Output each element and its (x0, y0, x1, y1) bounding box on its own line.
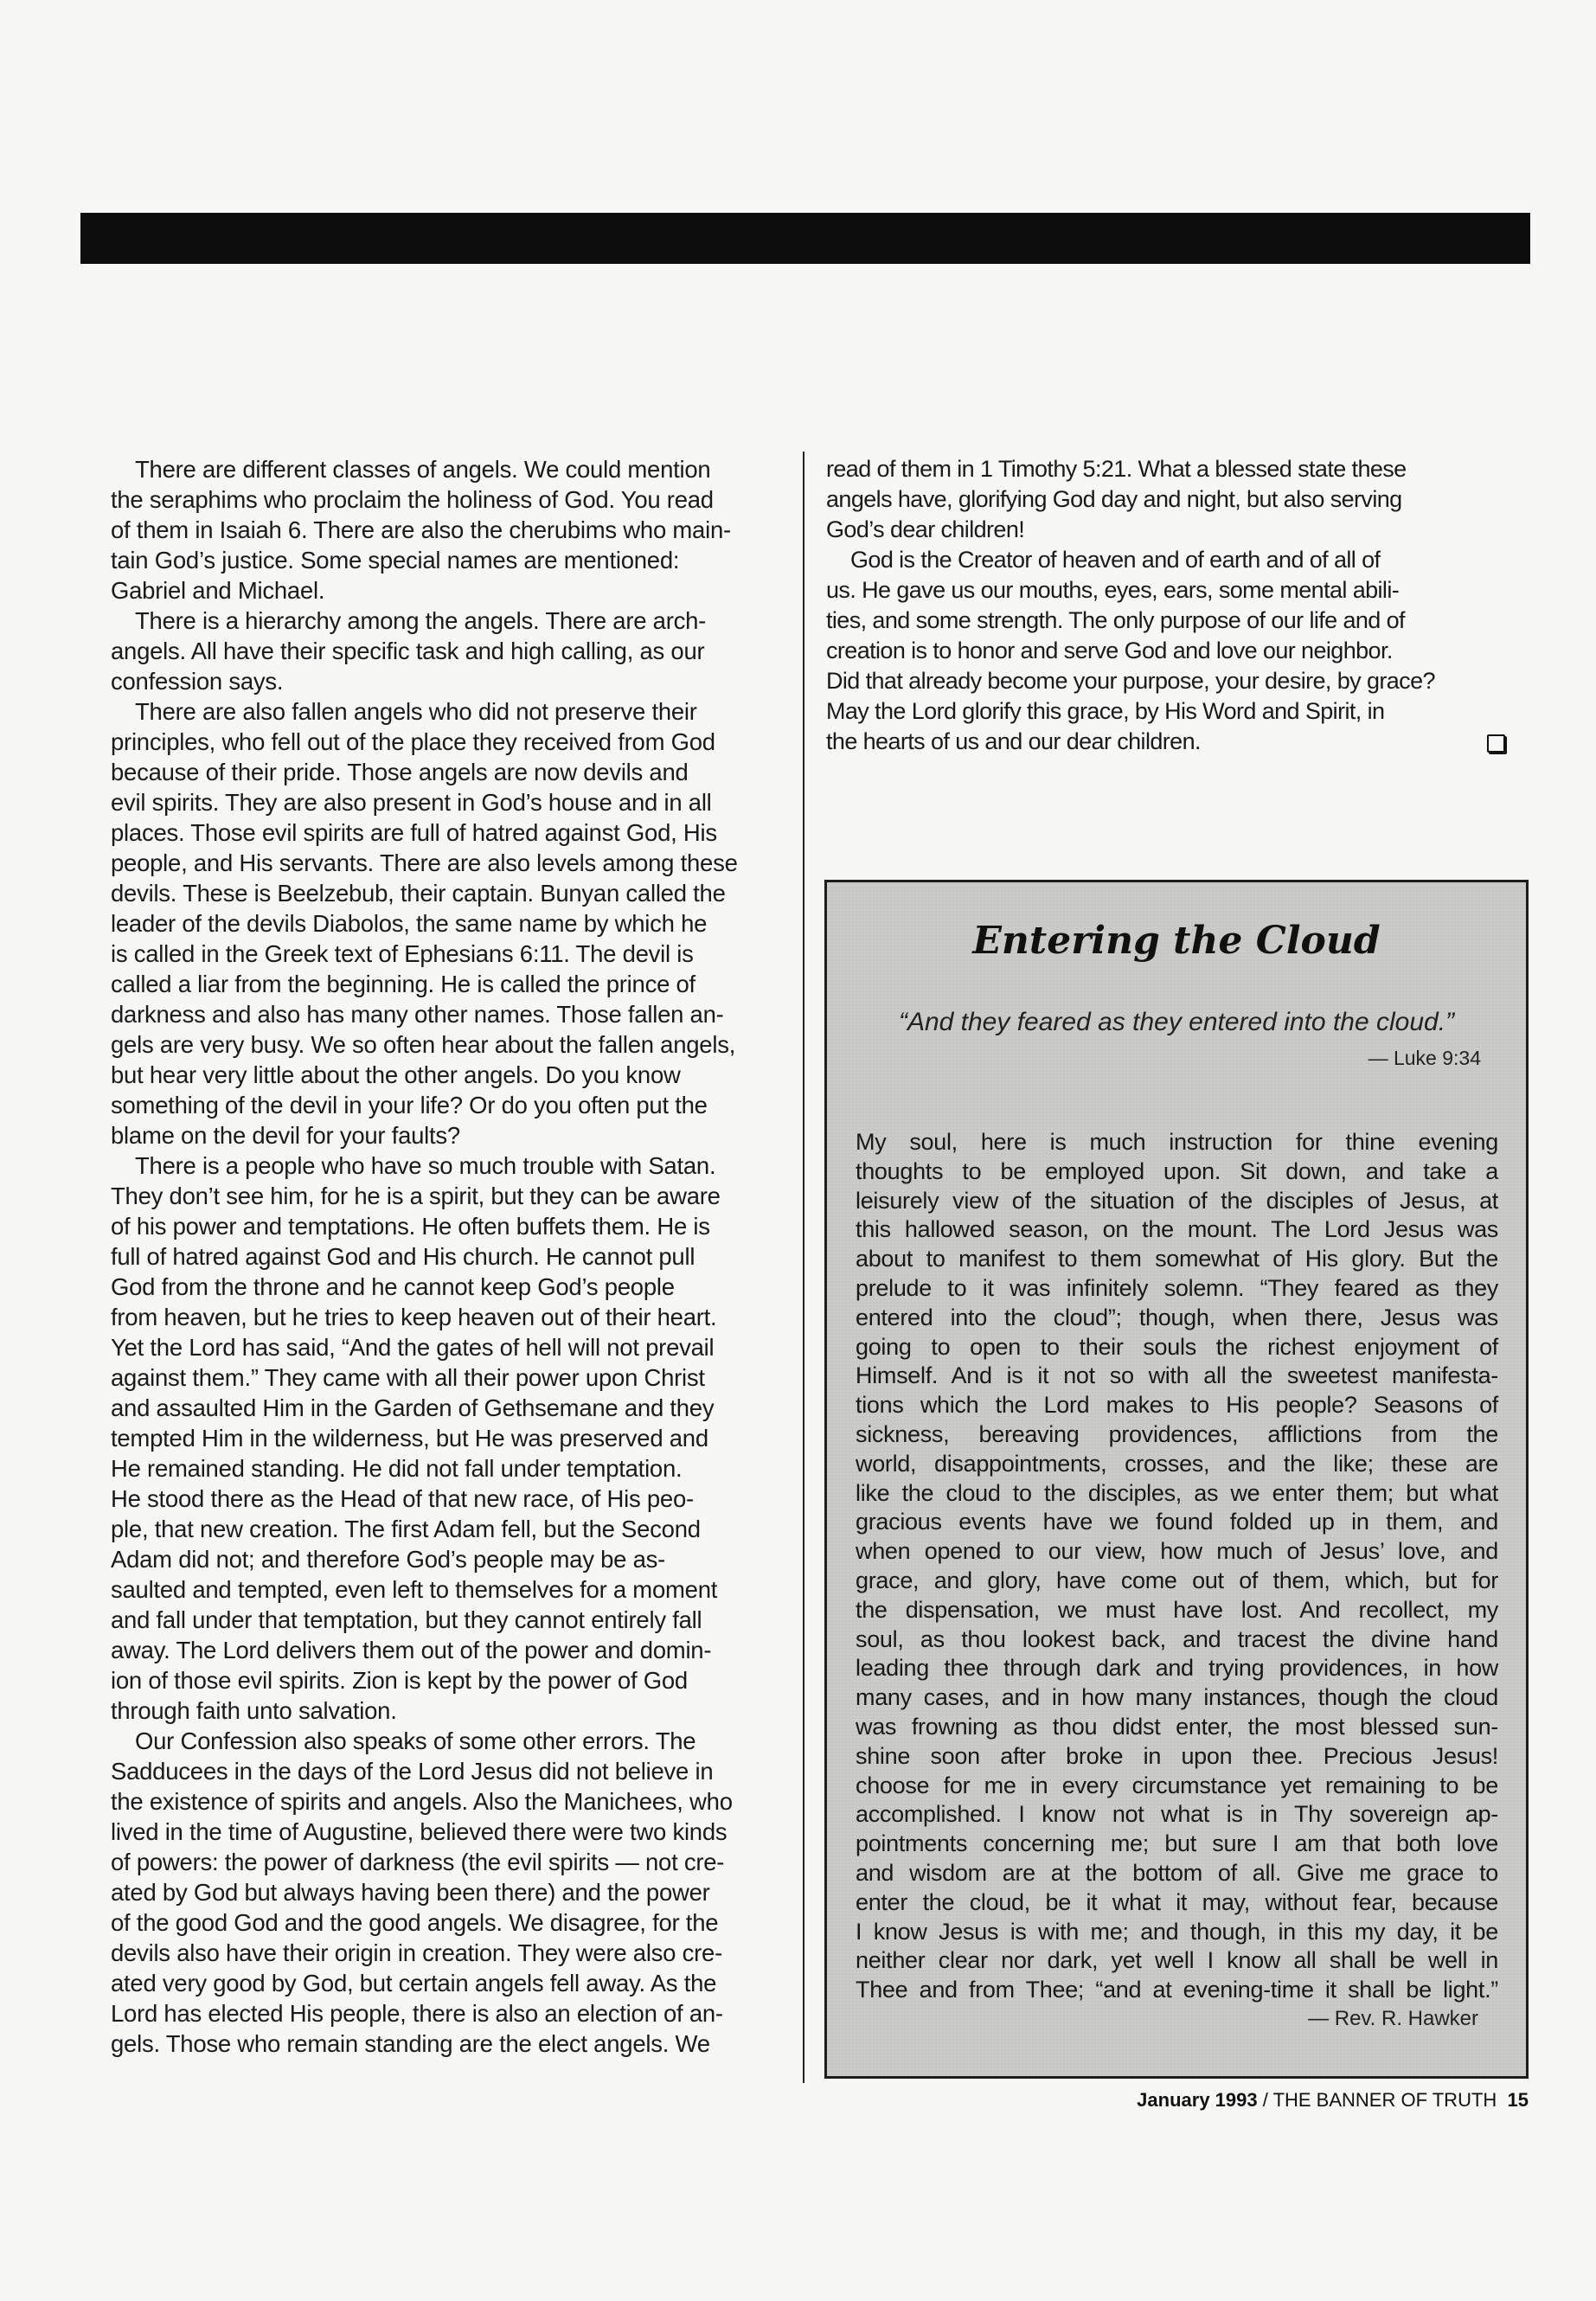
text-line-content: of his power and temptations. He often buffets them. He is (111, 1213, 710, 1240)
text-line (111, 1120, 777, 1150)
sidebar-body-line: like the cloud to the disciples, as we enter them; but what (856, 1479, 1498, 1506)
text-line-content: devils. These is Beelzebub, their captain. Bunyan called the (111, 880, 726, 907)
text-line-content: gels. Those who remain standing are the elect angels. We (111, 2030, 710, 2057)
text-line (111, 999, 777, 1029)
text-line-content: There is a people who have so much trouble with Satan. (135, 1152, 716, 1179)
text-line (111, 1847, 777, 1877)
sidebar-body-line: soul, as thou lookest back, and tracest the divine hand (856, 1625, 1498, 1652)
text-line-content: away. The Lord delivers them out of the power and domin- (111, 1637, 712, 1663)
sidebar-body-line: world, disappointments, crosses, and the like; these are (856, 1450, 1498, 1477)
text-line-content: Adam did not; and therefore God’s people may be as- (111, 1546, 666, 1573)
text-line (111, 727, 777, 757)
text-line-content: principles, who fell out of the place they received from God (111, 728, 715, 755)
text-line-content: something of the devil in your life? Or do you often put the (111, 1092, 708, 1118)
text-line-content: of powers: the power of darkness (the evil spirits — not cre- (111, 1849, 725, 1875)
text-line (111, 1938, 777, 1968)
text-line (111, 1181, 777, 1211)
text-line-content: from heaven, but he tries to keep heaven out of their heart. (111, 1304, 717, 1330)
text-line (111, 1786, 777, 1817)
text-line-content: God from the throne and he cannot keep God’s people (111, 1273, 675, 1300)
sidebar-body-line: Himself. And is it not so with all the sweetest manifesta- (856, 1362, 1498, 1389)
sidebar-body-line: when opened to our view, how much of Jesus’ love, and (856, 1538, 1498, 1565)
text-line-content: Did that already become your purpose, your desire, by grace? (826, 668, 1435, 694)
text-line (111, 1241, 777, 1272)
text-line (111, 2029, 777, 2059)
sidebar-body-line: was frowning as thou didst enter, the most blessed sun- (856, 1713, 1498, 1740)
text-line-content: evil spirits. They are also present in God’s house and in all (111, 789, 712, 816)
text-line-content: There are different classes of angels. We could mention (135, 456, 711, 483)
text-line (111, 1968, 777, 1998)
text-line-content: ple, that new creation. The first Adam fell, but the Second (111, 1516, 701, 1542)
text-line-content: blame on the devil for your faults? (111, 1122, 460, 1149)
sidebar-body-line: this hallowed season, on the mount. The Lord Jesus was (856, 1216, 1498, 1243)
text-line (111, 1817, 777, 1847)
sidebar-body-line: neither clear nor dark, yet well I know all shall be well in (856, 1947, 1498, 1974)
sidebar-body-line: entered into the cloud”; though, when there, Jesus was (856, 1304, 1498, 1330)
text-line (111, 757, 777, 787)
sidebar-body-line: grace, and glory, have come out of them, which, but for (856, 1567, 1498, 1593)
text-line (111, 1211, 777, 1241)
sidebar-box-title: Entering the Cloud (972, 919, 1381, 963)
text-line (111, 1605, 777, 1635)
sidebar-body-line: thoughts to be employed upon. Sit down, and take a (856, 1157, 1498, 1184)
sidebar-body-line: going to open to their souls the richest enjoyment of (856, 1333, 1498, 1360)
text-line-content: places. Those evil spirits are full of hatred against God, His (111, 819, 717, 846)
text-line (111, 1453, 777, 1484)
text-line-content: the hearts of us and our dear children. (826, 728, 1201, 754)
text-line (111, 1756, 777, 1786)
text-line (826, 515, 1522, 545)
text-line (111, 1302, 777, 1332)
article-right-column (826, 454, 1522, 757)
text-line-content: God’s dear children! (826, 516, 1025, 542)
sidebar-body-line: shine soon after broke in upon thee. Precious Jesus! (856, 1742, 1498, 1769)
text-line (111, 1272, 777, 1302)
text-line-content: is called in the Greek text of Ephesians 6:11. The devil is (111, 940, 694, 967)
text-line (111, 1574, 777, 1605)
text-line (111, 1090, 777, 1120)
text-line-content: full of hatred against God and His church. He cannot pull (111, 1243, 695, 1270)
sidebar-body-line: tions which the Lord makes to His people? Seasons of (856, 1392, 1498, 1419)
article-left-column (111, 454, 777, 2059)
text-line (111, 1635, 777, 1665)
sidebar-body-line: leading thee through dark and trying providences, in how (856, 1655, 1498, 1682)
text-line (111, 1332, 777, 1362)
text-line (111, 817, 777, 848)
text-line-content: darkness and also has many other names. Those fallen an- (111, 1001, 724, 1028)
text-line-content: of them in Isaiah 6. There are also the cherubims who main- (111, 516, 731, 543)
sidebar-body-line: sickness, bereaving providences, afflictions from the (856, 1420, 1498, 1447)
text-line-content: angels. All have their specific task and high calling, as our (111, 638, 705, 664)
text-line (111, 939, 777, 969)
sidebar-body-line: gracious events have we found folded up in them, and (856, 1509, 1498, 1535)
text-line-content: ties, and some strength. The only purpose of our life and of (826, 607, 1405, 633)
text-line (111, 848, 777, 878)
text-line-content: called a liar from the beginning. He is called the prince of (111, 971, 695, 997)
sidebar-body-line: pointments concerning me; but sure I am that both love (856, 1830, 1498, 1857)
text-line (111, 1362, 777, 1393)
sidebar-body-line: the dispensation, we must have lost. And recollect, my (856, 1596, 1498, 1623)
sidebar-body-line: prelude to it was infinitely solemn. “They feared as they (856, 1274, 1498, 1301)
text-line (111, 1514, 777, 1544)
text-line-content: and fall under that temptation, but they cannot entirely fall (111, 1606, 702, 1633)
sidebar-body-line: many cases, and in how many instances, though the cloud (856, 1684, 1498, 1711)
text-line-content: There are also fallen angels who did not preserve their (135, 698, 697, 725)
end-of-article-box-icon (1487, 734, 1505, 753)
sidebar-body-line: and wisdom are at the bottom of all. Give me grace to (856, 1859, 1498, 1886)
sidebar-body-line: My soul, here is much instruction for thine evening (856, 1129, 1498, 1155)
text-line-content: Our Confession also speaks of some other errors. The (135, 1727, 696, 1754)
text-line (111, 878, 777, 908)
text-line (826, 575, 1522, 606)
text-line (826, 545, 1522, 575)
text-line-content: ated by God but always having been there) and the power (111, 1879, 710, 1906)
text-line-content: and assaulted Him in the Garden of Gethsemane and they (111, 1394, 715, 1421)
text-line (111, 1695, 777, 1726)
text-line (826, 454, 1522, 484)
text-line-content: the seraphims who proclaim the holiness of God. You read (111, 486, 714, 513)
text-line (111, 454, 777, 484)
text-line (111, 908, 777, 939)
text-line-content: devils also have their origin in creation. They were also cre- (111, 1939, 722, 1966)
text-line (111, 1544, 777, 1574)
text-line-content: He stood there as the Head of that new race, of His peo- (111, 1485, 694, 1512)
text-line-content: tain God’s justice. Some special names are mentioned: (111, 547, 680, 574)
text-line-content: leader of the devils Diabolos, the same name by which he (111, 910, 708, 937)
text-line-content: creation is to honor and serve God and love our neighbor. (826, 638, 1393, 663)
sidebar-box-body (856, 1128, 1498, 2005)
text-line (111, 1423, 777, 1453)
page-footer (1137, 2089, 1529, 2112)
sidebar-body-line: leisurely view of the situation of the disciples of Jesus, at (856, 1187, 1498, 1214)
text-line-content: gels are very busy. We so often hear about the fallen angels, (111, 1031, 736, 1058)
text-line-content: confession says. (111, 668, 284, 695)
text-line (111, 1484, 777, 1514)
text-line (111, 606, 777, 636)
text-line-content: of the good God and the good angels. We disagree, for the (111, 1909, 719, 1936)
text-line-content: tempted Him in the wilderness, but He was preserved and (111, 1425, 708, 1452)
header-black-bar (80, 213, 1530, 264)
text-line (111, 696, 777, 727)
column-divider (803, 452, 804, 2083)
text-line (111, 1393, 777, 1423)
text-line (111, 1726, 777, 1756)
text-line-content: Yet the Lord has said, “And the gates of hell will not prevail (111, 1334, 715, 1361)
footer-date: January 1993 (1137, 2089, 1258, 2111)
text-line (111, 1665, 777, 1695)
text-line (111, 545, 777, 575)
sidebar-body-line: about to manifest to them somewhat of His glory. But the (856, 1246, 1498, 1272)
page-number: 15 (1507, 2089, 1529, 2111)
text-line (111, 575, 777, 606)
text-line (826, 606, 1522, 636)
sidebar-box-signature: — Rev. R. Hawker (1308, 2007, 1478, 2030)
text-line-content: angels have, glorifying God day and night, but also serving (826, 486, 1402, 512)
text-line-content: us. He gave us our mouths, eyes, ears, some mental abili- (826, 577, 1400, 603)
text-line (826, 666, 1522, 696)
text-line-content: read of them in 1 Timothy 5:21. What a blessed state these (826, 456, 1407, 482)
scripture-reference: — Luke 9:34 (1368, 1047, 1481, 1069)
text-line (111, 1998, 777, 2029)
text-line-content: ated very good by God, but certain angels fell away. As the (111, 1970, 717, 1997)
text-line (111, 1877, 777, 1907)
text-line-content: Lord has elected His people, there is also an election of an- (111, 2000, 723, 2027)
sidebar-body-line: accomplished. I know not what is in Thy sovereign ap- (856, 1801, 1498, 1828)
text-line (111, 1029, 777, 1060)
text-line (111, 1907, 777, 1938)
text-line-content: through faith unto salvation. (111, 1697, 397, 1724)
text-line-content: Gabriel and Michael. (111, 577, 325, 604)
sidebar-body-line: Thee and from Thee; “and at evening-time it shall be light.” (856, 1977, 1498, 2003)
text-line-content: against them.” They came with all their power upon Christ (111, 1364, 705, 1391)
text-line-content: but hear very little about the other angels. Do you know (111, 1061, 681, 1088)
sidebar-box-entering-the-cloud (824, 880, 1529, 2079)
text-line-content: God is the Creator of heaven and of earth and of all of (850, 547, 1381, 573)
footer-publication: THE BANNER OF TRUTH (1272, 2089, 1497, 2111)
text-line (111, 484, 777, 515)
text-line (111, 666, 777, 696)
text-line-content: ion of those evil spirits. Zion is kept by the power of God (111, 1667, 688, 1694)
sidebar-body-line: choose for me in every circumstance yet remaining to be (856, 1772, 1498, 1798)
text-line (111, 787, 777, 817)
text-line (111, 636, 777, 666)
text-line (111, 1060, 777, 1090)
text-line-content: Sadducees in the days of the Lord Jesus did not believe in (111, 1758, 714, 1785)
text-line-content: saulted and tempted, even left to themselves for a moment (111, 1576, 718, 1603)
scripture-quote: “And they feared as they entered into the cloud.” (898, 1008, 1455, 1036)
text-line-content: lived in the time of Augustine, believed there were two kinds (111, 1818, 727, 1845)
sidebar-body-line: I know Jesus is with me; and though, in this my day, it be (856, 1918, 1498, 1945)
text-line-content: because of their pride. Those angels are now devils and (111, 759, 689, 785)
text-line (111, 1150, 777, 1181)
text-line-content: He remained standing. He did not fall under temptation. (111, 1455, 683, 1482)
text-line-content: people, and His servants. There are also levels among these (111, 849, 738, 876)
text-line-content: There is a hierarchy among the angels. There are arch- (135, 607, 707, 634)
text-line-content: the existence of spirits and angels. Also the Manichees, who (111, 1788, 733, 1815)
footer-separator: / (1257, 2089, 1273, 2111)
text-line-content: May the Lord glorify this grace, by His Word and Spirit, in (826, 698, 1385, 724)
sidebar-body-line: enter the cloud, be it what it may, without fear, because (856, 1888, 1498, 1915)
text-line (111, 515, 777, 545)
text-line (826, 484, 1522, 515)
text-line-content: They don’t see him, for he is a spirit, but they can be aware (111, 1183, 721, 1209)
text-line (111, 969, 777, 999)
text-line (826, 636, 1522, 666)
text-line (826, 727, 1522, 757)
text-line (826, 696, 1522, 727)
